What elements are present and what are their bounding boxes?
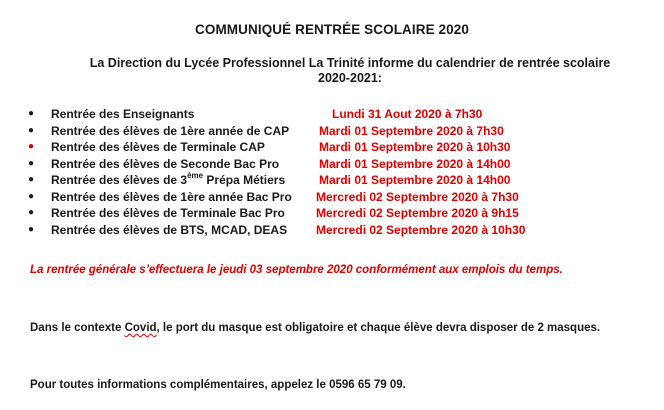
schedule-label: Rentrée des élèves de Terminale Bac Pro: [51, 206, 285, 220]
bullet-icon: ●: [28, 124, 35, 136]
label-prefix: Rentrée des élèves de 3: [51, 173, 188, 187]
intro-paragraph: [60, 56, 640, 86]
schedule-list: [0, 106, 664, 238]
covid-note-before: Dans le contexte: [30, 322, 125, 334]
bullet-icon: ●: [28, 108, 35, 119]
schedule-item: [0, 205, 664, 222]
schedule-label: Rentrée des élèves de 1ère année de CAP: [51, 123, 290, 138]
intro-line-1: La Direction du Lycée Professionnel La Trinité informe du calendrier de rentrée scolaire: [89, 56, 611, 70]
schedule-date: Mardi 01 Septembre 2020 à 7h30: [319, 123, 504, 138]
label-suffix: Prépa Métiers: [203, 173, 286, 187]
schedule-label: Rentrée des élèves de Seconde Bac Pro: [51, 156, 280, 171]
covid-note-after: , le port du masque est obligatoire et chaque élève devra disposer de 2 masques.: [156, 322, 601, 334]
schedule-label: Rentrée des élèves de 1ère année Bac Pro: [51, 189, 292, 204]
schedule-label: [51, 172, 285, 189]
schedule-item: [0, 123, 664, 140]
bullet-icon: ●: [28, 190, 35, 202]
schedule-date: Mercredi 02 Septembre 2020 à 10h30: [316, 222, 526, 237]
schedule-item: [0, 139, 664, 156]
schedule-date: Mercredi 02 Septembre 2020 à 9h15: [316, 206, 519, 220]
schedule-date: Mardi 01 Septembre 2020 à 14h00: [319, 173, 511, 187]
covid-note: [30, 322, 600, 334]
intro-line-2: 2020-2021:: [318, 71, 382, 85]
schedule-date: Lundi 31 Aout 2020 à 7h30: [332, 107, 483, 121]
schedule-item: [0, 222, 664, 239]
contact-note: Pour toutes informations complémentaires, appelez le 0596 65 79 09.: [30, 379, 406, 391]
label-superscript: ème: [187, 171, 204, 180]
schedule-date: Mardi 01 Septembre 2020 à 10h30: [319, 140, 511, 154]
general-rentree-note: La rentrée générale s’effectuera le jeudi 03 septembre 2020 conformément aux emplois du temps.: [30, 264, 563, 276]
schedule-date: Mercredi 02 Septembre 2020 à 7h30: [316, 189, 519, 204]
bullet-icon: ●: [28, 141, 35, 152]
bullet-icon: ●: [28, 157, 35, 169]
schedule-item: [0, 156, 664, 173]
schedule-label: Rentrée des Enseignants: [51, 107, 195, 121]
covid-word: Covid: [124, 322, 157, 334]
bullet-icon: ●: [28, 207, 35, 218]
schedule-item: [0, 189, 664, 206]
schedule-label: Rentrée des élèves de BTS, MCAD, DEAS: [51, 222, 288, 237]
schedule-item: [0, 172, 664, 189]
schedule-label: Rentrée des élèves de Terminale CAP: [51, 140, 265, 154]
schedule-date: Mardi 01 Septembre 2020 à 14h00: [319, 156, 511, 171]
bullet-icon: ●: [28, 223, 35, 235]
bullet-icon: ●: [28, 174, 35, 185]
schedule-item: [0, 106, 664, 123]
page-title: COMMUNIQUÉ RENTRÉE SCOLAIRE 2020: [195, 22, 469, 37]
